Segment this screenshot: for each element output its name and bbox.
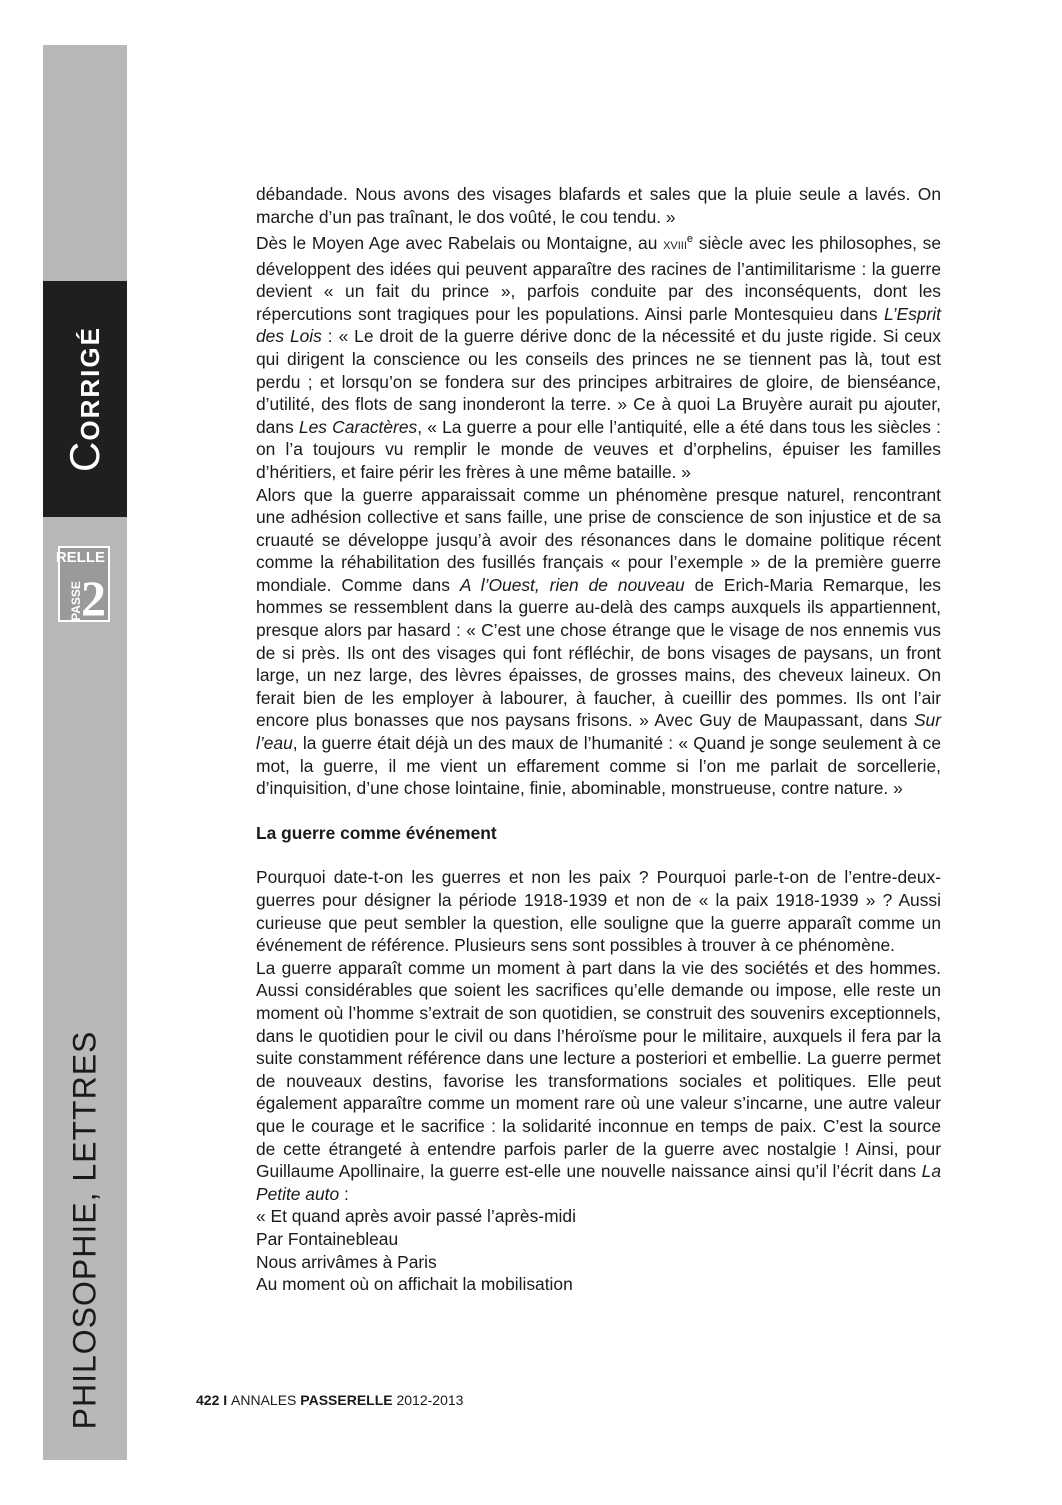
century-label: XVIII [663,239,687,252]
corrige-label [61,326,109,472]
passerelle-logo [55,546,110,626]
paragraph-5-text-a: La guerre apparaît comme un moment à part dans la vie des sociétés et des hommes. Aussi considérables que soient les sacrifices qu’elle demande ou impose, elle reste un moment où l’homme s’extrait de son quotidien, se construit des souvenirs exceptionnels, dans le quotidien pour le civil ou dans l’héroïsme pour le militaire, auxquels il fera par la suite constamment référence dans une lecture a posteriori et embellie. La guerre permet de nouveaux destins, favorise les transformations sociales et politiques. Elle peut également apparaître comme un moment rare où une valeur s’incarne, une autre valeur que le courage et le sacrifice : la solidarité inconnue en temps de paix. C’est la source de cette étrangeté à entendre parfois parler de la guerre avec nostalgie ! Ainsi, pour Guillaume Apollinaire, la guerre est-elle une nouvelle naissance ainsi qu’il l’écrit dans [256,957,941,1182]
book-title-ouest: A l’Ouest, rien de nouveau [459,574,685,595]
paragraph-2-text-d: , « La guerre a pour elle l’antiquité, elle a été dans tous les siècles : on l’a toujours vu remplir le monde de veuves et d’orphelins, épuiser les familles d’héritiers, et faire périr les frères à une même bataille. » [256,416,941,482]
paragraph-2-text-c: : « Le droit de la guerre dérive donc de la nécessité et du juste rigide. Si ceux qui dirigent la conscience ou les conseils des princes ne se tiennent pas là, tout est perdu ; et lorsqu’on se fondera sur des principes arbitraires de gloire, de bienséance, d’utilité, des flots de sang inonderont la terre. » Ce à quoi La Bruyère aurait pu ajouter, dans [256,326,941,437]
paragraph-3-text-b: de Erich-Maria Remarque, les hommes se ressemblent dans la guerre au-delà des camps auxquels ils appartiennent, presque alors par hasard : « C’est une chose étrange que le visage de nos ennemis vus de si près. Ils ont des visages qui font réfléchir, de bons visages de paysans, un front large, un nez large, des lèvres épaisses, de grosses mains, des cheveux laineux. On ferait bien de les employer à labourer, à faucher, à cueillir des pommes. Ils ont l’air encore plus bonasses que nos paysans frisons. » Avec Guy de Maupassant, dans [256,574,941,731]
section-heading: La guerre comme événement [256,822,497,843]
book-title-caracteres: Les Caractères [298,416,418,437]
section-title: PHILOSOPHIE, LETTRES [66,1030,103,1430]
corrige-initial: C [61,440,108,472]
footer-years: 2012-2013 [392,1392,464,1408]
paragraph-3-text-a: Alors que la guerre apparaissait comme un phénomène presque naturel, rencontrant une adhésion collective et sans faille, une prise de conscience de son injustice et de sa cruauté se développe jusqu’à avoir des résonances dans le domaine politique récent comme la réhabilitation des fusillés français « pour l’exemple » de la première guerre mondiale. Comme dans [256,484,941,595]
corrige-rest: ORRIGÉ [75,326,105,441]
paragraph-2-text-b: siècle avec les philosophes, se développent des idées qui peuvent apparaître des racines de l’antimilitarisme : la guerre devient « un fait du prince », parfois conduite par des inconséquents, dont les répercutions sont tragiques pour les populations. Ainsi parle Montesquieu dans [256,232,941,324]
book-title-esprit-des-lois: L’Esprit des Lois [256,303,941,347]
century-sup: e [686,233,694,246]
book-title-petite-auto: La Petite auto [256,1161,941,1204]
verse-line: « Et quand après avoir passé l’après-midi [256,1206,576,1227]
paragraph-2 [256,228,941,483]
footer-separator: I [219,1392,232,1408]
book-title-sur-leau: Sur l’eau [256,710,941,754]
page-number: 422 [196,1392,220,1408]
logo-side-text: PASSE [68,581,83,621]
paragraph-1: débandade. Nous avons des visages blafards et sales que la pluie seule a lavés. On marche d’un pas traînant, le dos voûté, le cou tendu. » [256,184,941,227]
footer-brand: PASSERELLE [300,1392,393,1408]
footer-annales: ANNALES [231,1392,301,1408]
paragraph-5-text-b: : [339,1183,349,1204]
page-footer [196,1392,463,1408]
paragraph-3-text-c: , la guerre était déjà un des maux de l’humanité : « Quand je songe seulement à ce mot, la guerre, il me vient un effarement comme si l’on me parlait de sorcellerie, d’inquisition, d’une chose lointaine, finie, abominable, monstrueuse, contre nature. » [256,733,941,799]
paragraph-3 [256,484,941,800]
corrige-label-block [43,281,127,517]
verse-line: Au moment où on affichait la mobilisation [256,1274,573,1295]
article-body [256,183,941,1296]
verse-line: Par Fontainebleau [256,1228,399,1249]
paragraph-4: Pourquoi date-t-on les guerres et non les paix ? Pourquoi parle-t-on de l’entre-deux-guerres pour désigner la période 1918-1939 et non de « la paix 1918-1939 » ? Aussi curieuse que peut sembler la question, elle souligne que la guerre apparaît comme un événement de référence. Plusieurs sens sont possibles à trouver à ce phénomène. [256,867,941,956]
logo-number: 2 [81,570,106,626]
verse-line: Nous arrivâmes à Paris [256,1251,437,1272]
logo-top-text: RELLE [55,549,105,566]
paragraph-2-text-a: Dès le Moyen Age avec Rabelais ou Montaigne, au [256,232,664,253]
paragraph-5 [256,957,941,1206]
